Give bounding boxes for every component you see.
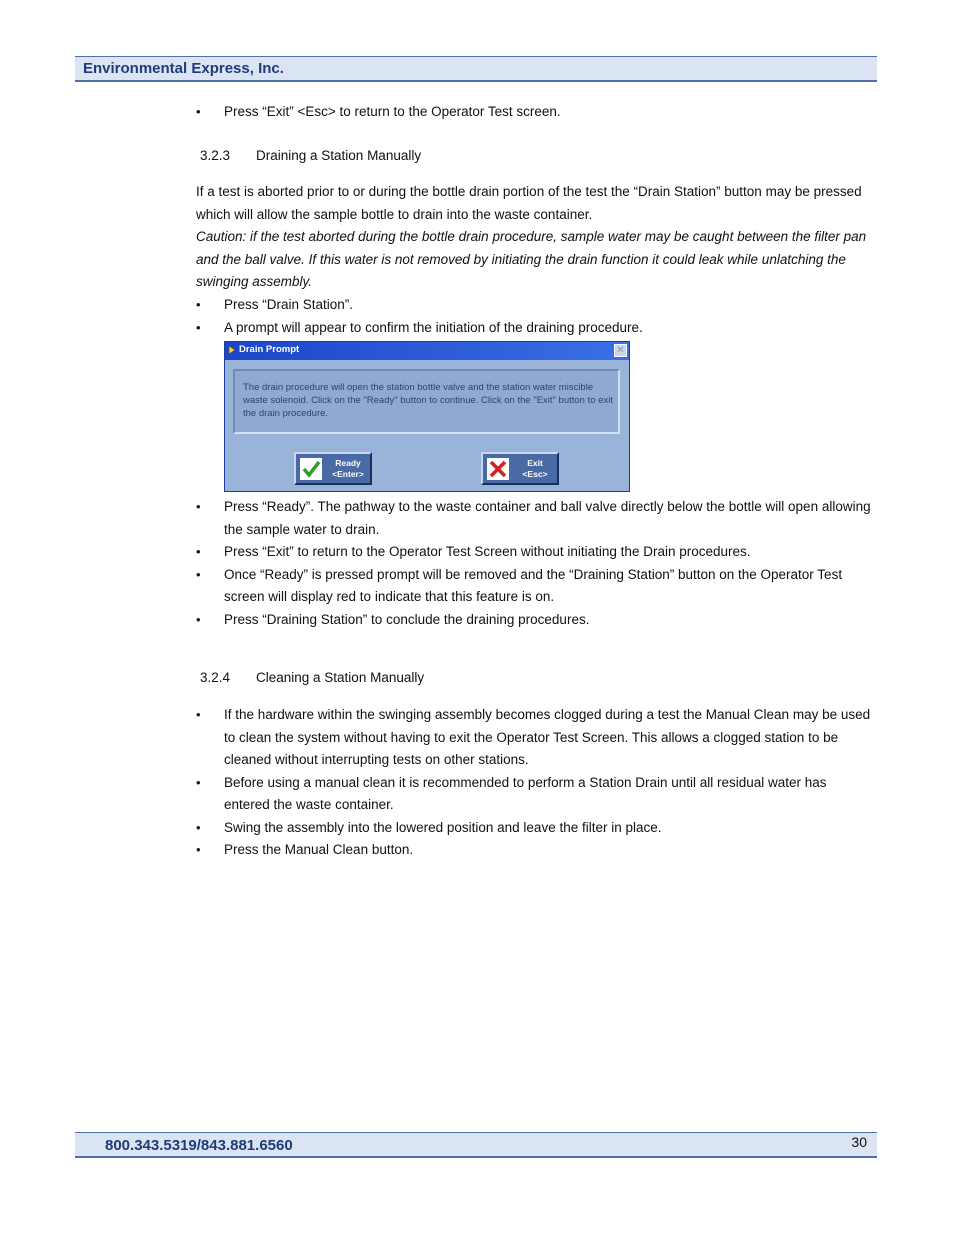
section-heading-323 bbox=[200, 148, 421, 163]
drain-bullets-after bbox=[196, 496, 876, 631]
ready-button-label bbox=[326, 458, 370, 479]
ready-label-line2: <Enter> bbox=[332, 468, 364, 479]
dialog-title: Drain Prompt bbox=[239, 344, 300, 355]
top-bullet-list bbox=[196, 101, 876, 124]
exit-label-line2: <Esc> bbox=[522, 468, 548, 479]
section-heading-324 bbox=[200, 670, 424, 685]
app-icon bbox=[228, 345, 236, 355]
list-item: • Press “Ready”. The pathway to the waste container and ball valve directly below the bottle will open allowing the sample water to drain. bbox=[196, 496, 876, 541]
drain-prompt-dialog bbox=[224, 341, 630, 492]
section-title: Cleaning a Station Manually bbox=[256, 670, 425, 685]
footer-band bbox=[75, 1132, 877, 1158]
exit-label-line1: Exit bbox=[527, 458, 543, 468]
company-name: Environmental Express, Inc. bbox=[83, 60, 284, 77]
list-item: • A prompt will appear to confirm the initiation of the draining procedure. bbox=[196, 317, 876, 340]
list-item: • If the hardware within the swinging assembly becomes clogged during a test the Manual Clean may be used to clean the system without having to exit the Operator Test Screen. This allows a clogged station to be cleaned without interrupting tests on other stations. bbox=[196, 704, 876, 772]
footer-phone: 800.343.5319/843.881.6560 bbox=[105, 1137, 293, 1154]
list-item: • Before using a manual clean it is recommended to perform a Station Drain until all residual water has entered the waste container. bbox=[196, 772, 876, 817]
list-item: • Press “Exit” to return to the Operator Test Screen without initiating the Drain procedures. bbox=[196, 541, 876, 564]
close-icon[interactable]: ✕ bbox=[614, 344, 627, 357]
clean-bullets bbox=[196, 704, 876, 862]
section-title: Draining a Station Manually bbox=[256, 148, 422, 163]
list-item: • Swing the assembly into the lowered position and leave the filter in place. bbox=[196, 817, 876, 840]
list-item: • Press “Drain Station”. bbox=[196, 294, 876, 317]
list-item: • Press the Manual Clean button. bbox=[196, 839, 876, 862]
ready-label-line1: Ready bbox=[335, 458, 361, 468]
list-item: • Press “Draining Station” to conclude the draining procedures. bbox=[196, 609, 876, 632]
header-band bbox=[75, 56, 877, 82]
section-number: 3.2.4 bbox=[200, 670, 231, 685]
drain-bullets-before bbox=[196, 294, 876, 339]
page-number: 30 bbox=[851, 1134, 867, 1150]
exit-button-label bbox=[513, 458, 557, 479]
dialog-message: The drain procedure will open the station bottle valve and the station water miscible waste solenoid. Click on the "Ready" button to continue. Click on the "Exit" button to exit the drain procedure. bbox=[243, 382, 613, 419]
ready-button[interactable] bbox=[294, 452, 372, 485]
dialog-message-box bbox=[233, 369, 620, 434]
list-item: • Press “Exit” <Esc> to return to the Operator Test screen. bbox=[196, 101, 876, 124]
paragraph-text: If a test is aborted prior to or during the bottle drain portion of the test the “Drain Station” button may be pressed which will allow the sample bottle to drain into the waste container. bbox=[196, 184, 862, 222]
caution-text: Caution: if the test aborted during the bottle drain procedure, sample water may be caught between the filter pan and the ball valve. If this water is not removed by initiating the drain function it could leak while unlatching the swinging assembly. bbox=[196, 229, 867, 289]
exit-button[interactable] bbox=[481, 452, 559, 485]
section-number: 3.2.3 bbox=[200, 148, 231, 163]
x-icon bbox=[487, 458, 509, 480]
list-item: • Once “Ready” is pressed prompt will be removed and the “Draining Station” button on the Operator Test screen will display red to indicate that this feature is on. bbox=[196, 564, 876, 609]
dialog-title-bar bbox=[225, 342, 629, 360]
drain-paragraph bbox=[196, 181, 876, 294]
check-icon bbox=[300, 458, 322, 480]
